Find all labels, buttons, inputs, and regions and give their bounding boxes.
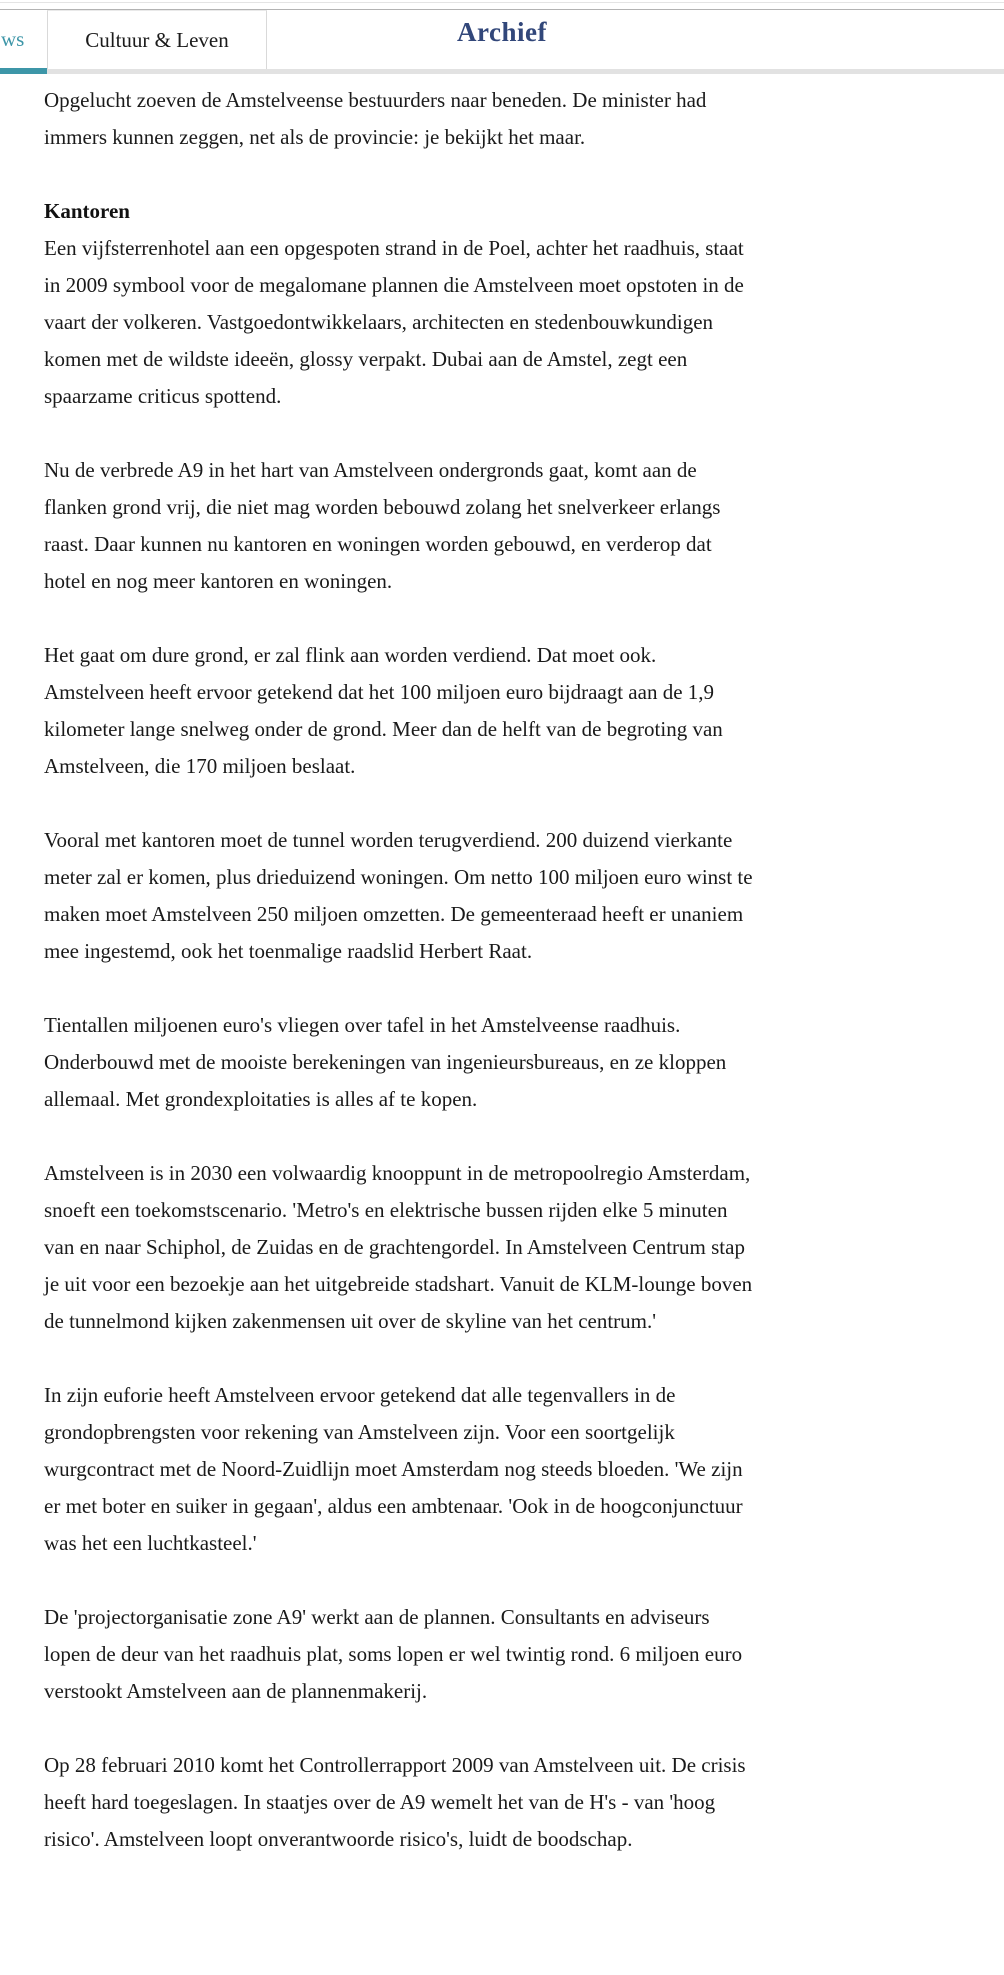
top-divider — [0, 2, 1004, 3]
page-title: Archief — [457, 17, 547, 47]
article-paragraph: Nu de verbrede A9 in het hart van Amstelveen ondergronds gaat, komt aan de flanken grond vrij, die niet mag worden bebouwd zolang het snelverkeer erlangs raast. Daar kunnen nu kantoren en woningen worden gebouwd, en verderop dat hotel en nog meer kantoren en woningen. — [44, 458, 721, 593]
article-paragraph: Amstelveen is in 2030 een volwaardig knooppunt in de metropoolregio Amsterdam, snoeft een toekomstscenario. 'Metro's en elektrische bussen rijden elke 5 minuten van en naar Schiphol, de Zuidas en de grachtengordel. In Amstelveen Centrum stap je uit voor een bezoekje aan het uitgebreide stadshart. Vanuit de KLM-lounge boven de tunnelmond kijken zakenmensen uit over de skyline van het centrum.' — [44, 1161, 753, 1333]
tab-nieuws-label: ws — [1, 27, 25, 51]
article-paragraph: Opgelucht zoeven de Amstelveense bestuurders naar beneden. De minister had immers kunnen zeggen, net als de provincie: je bekijkt het maar. — [44, 88, 707, 149]
tab-cultuur-leven[interactable] — [47, 10, 267, 69]
tab-nieuws[interactable] — [0, 10, 47, 69]
article-paragraph: Vooral met kantoren moet de tunnel worden terugverdiend. 200 duizend vierkante meter zal er komen, plus drieduizend woningen. Om netto 100 miljoen euro winst te maken moet Amstelveen 250 miljoen omzetten. De gemeenteraad heeft er unaniem mee ingestemd, ook het toenmalige raadslid Herbert Raat. — [44, 828, 753, 963]
article-paragraph: Een vijfsterrenhotel aan een opgespoten strand in de Poel, achter het raadhuis, staat in 2009 symbool voor de megalomane plannen die Amstelveen moet opstoten in de vaart der volkeren. Vastgoedontwikkelaars, architecten en stedenbouwkundigen komen met de wildste ideeën, glossy verpakt. Dubai aan de Amstel, zegt een spaarzame criticus spottend. — [44, 236, 744, 408]
article-paragraph: Op 28 februari 2010 komt het Controllerrapport 2009 van Amstelveen uit. De crisis heeft hard toegeslagen. In staatjes over de A9 wemelt het van de H's - van 'hoog risico'. Amstelveen loopt onverantwoorde risico's, luidt de boodschap. — [44, 1753, 746, 1851]
section-heading: Kantoren — [44, 199, 130, 223]
tab-bar — [0, 10, 267, 69]
article-paragraph: In zijn euforie heeft Amstelveen ervoor getekend dat alle tegenvallers in de grondopbrengsten voor rekening van Amstelveen zijn. Voor een soortgelijk wurgcontract met de Noord-Zuidlijn moet Amsterdam nog steeds bloeden. 'We zijn er met boter en suiker in gegaan', aldus een ambtenaar. 'Ook in de hoogconjunctuur was het een luchtkasteel.' — [44, 1383, 743, 1555]
main-content — [0, 74, 1004, 1935]
tabbar-bottom-border — [0, 69, 1004, 74]
tab-cultuur-leven-label: Cultuur & Leven — [85, 27, 229, 52]
site-header — [0, 0, 1004, 74]
article-paragraph: Tientallen miljoenen euro's vliegen over tafel in het Amstelveense raadhuis. Onderbouwd met de mooiste berekeningen van ingenieursbureaus, en ze kloppen allemaal. Met grondexploitaties is alles af te kopen. — [44, 1013, 727, 1111]
article-body — [0, 74, 1004, 1935]
article-paragraph: De 'projectorganisatie zone A9' werkt aan de plannen. Consultants en adviseurs lopen de deur van het raadhuis plat, soms lopen er wel twintig rond. 6 miljoen euro verstookt Amstelveen aan de plannenmakerij. — [44, 1605, 743, 1703]
active-tab-indicator — [0, 68, 47, 74]
article-paragraph: Het gaat om dure grond, er zal flink aan worden verdiend. Dat moet ook. Amstelveen heeft ervoor getekend dat het 100 miljoen euro bijdraagt aan de 1,9 kilometer lange snelweg onder de grond. Meer dan de helft van de begroting van Amstelveen, die 170 miljoen beslaat. — [44, 643, 723, 778]
